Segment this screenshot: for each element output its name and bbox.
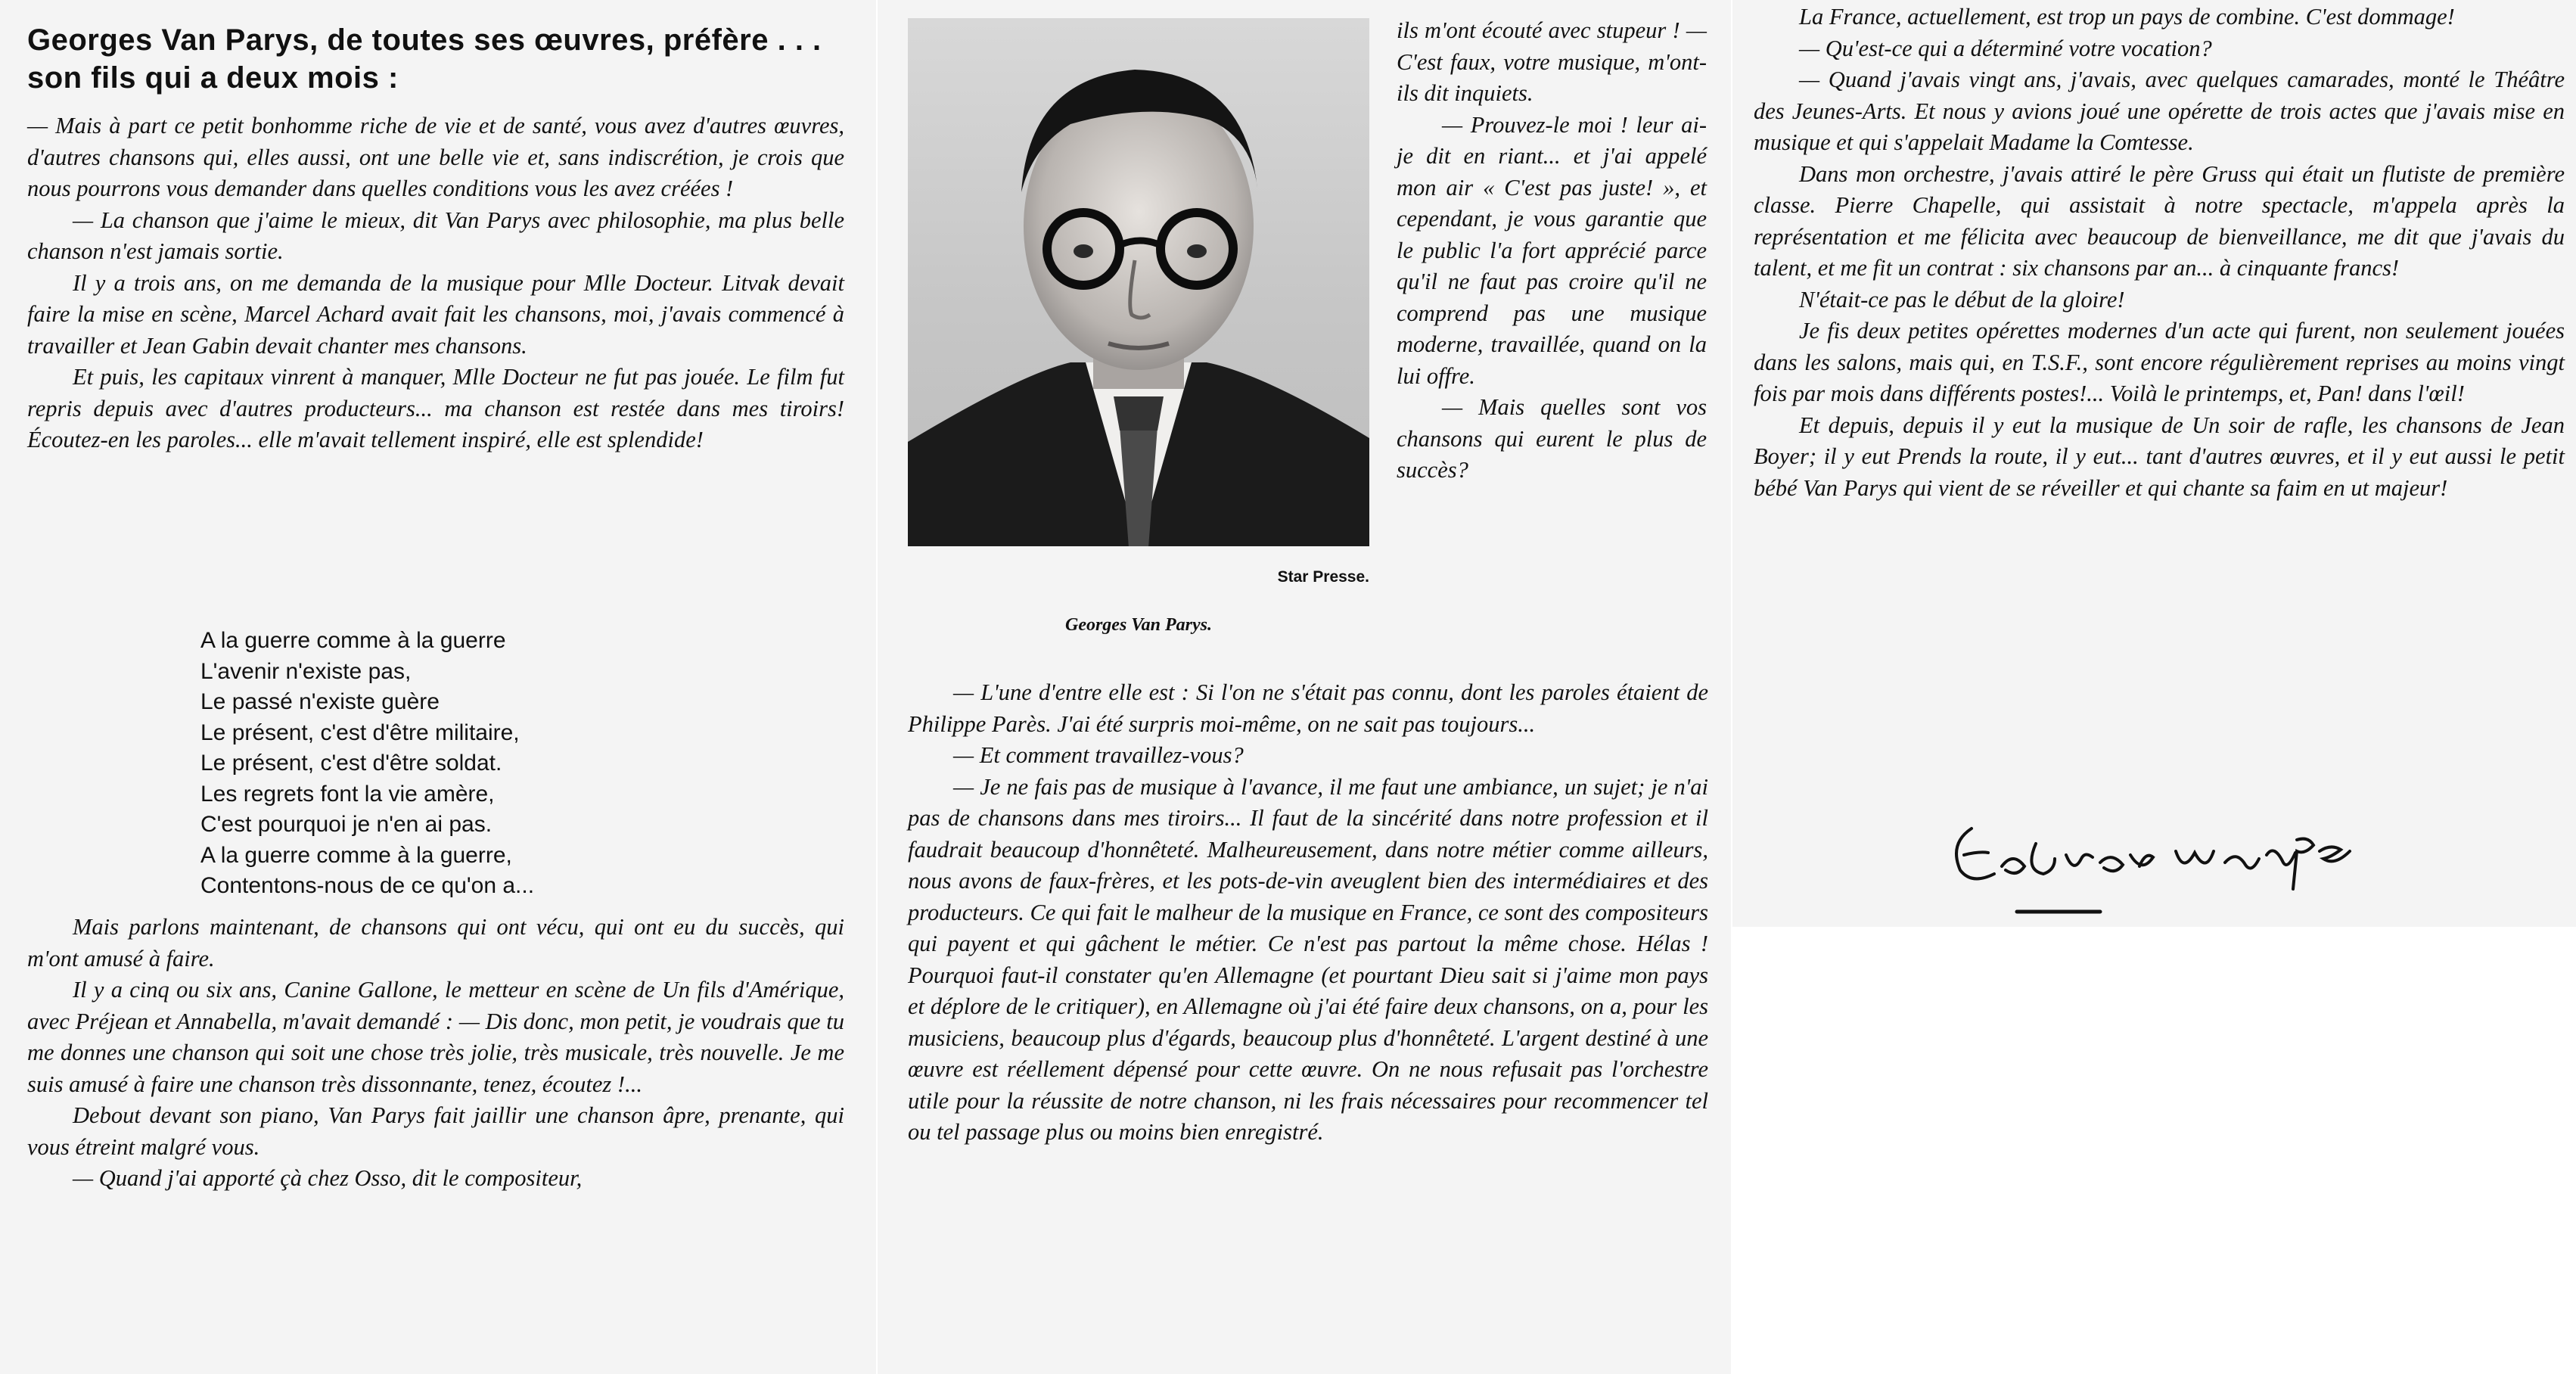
- song-lyrics: [200, 626, 730, 902]
- article-body-part-2: [27, 912, 844, 1195]
- column-left: [0, 0, 876, 1374]
- paragraph: Debout devant son piano, Van Parys fait jaillir une chanson âpre, prenante, qui vous étreint malgré vous.: [27, 1102, 844, 1160]
- portrait-illustration: [908, 18, 1369, 546]
- blank-area: [1732, 927, 2576, 1374]
- article-body-part-4: [908, 677, 1708, 1149]
- lyric-line: Le présent, c'est d'être militaire,: [200, 720, 520, 745]
- handwritten-signature: [1941, 798, 2380, 927]
- lyric-line: A la guerre comme à la guerre,: [200, 842, 512, 868]
- article-body-part-5: [1754, 2, 2565, 504]
- paragraph: — L'une d'entre elle est : Si l'on ne s'était pas connu, dont les paroles étaient de Philippe Parès. J'ai été surpris moi-même, on ne sait pas toujours...: [908, 679, 1708, 737]
- paragraph: La France, actuellement, est trop un pays de combine. C'est dommage!: [1799, 4, 2455, 30]
- paragraph: Et depuis, depuis il y eut la musique de Un soir de rafle, les chansons de Jean Boyer; il y eut Prends la route, il y eut... tant d'autres œuvres, et il y eut aussi le petit bébé Van Parys qui vient de se réveiller et qui chante sa faim en ut majeur!: [1754, 412, 2565, 501]
- paragraph: — Prouvez-le moi ! leur ai-je dit en riant... et j'ai appelé mon air « C'est pas juste! », et cependant, je vous garantie que le public l'a fort apprécié parce qu'il ne faut pas croire qu'il ne comprend pas une musique moderne, travaillée, quand on la lui offre.: [1397, 111, 1707, 389]
- article-headline: Georges Van Parys, de toutes ses œuvres, préfère . . . son fils qui a deux mois :: [27, 23, 822, 95]
- column-middle: [878, 0, 1731, 1374]
- lyric-line: C'est pourquoi je n'en ai pas.: [200, 812, 493, 837]
- article-body-part-3: [1397, 15, 1707, 486]
- paragraph: — Mais à part ce petit bonhomme riche de vie et de santé, vous avez d'autres œuvres, d'autres chansons qui, elles aussi, ont une belle vie et, sans indiscrétion, je crois que nous pourrons vous demander dans quelles conditions vous les avez créées !: [27, 113, 844, 201]
- lyric-line: Contentons-nous de ce qu'on a...: [200, 873, 535, 898]
- paragraph: — Quand j'avais vingt ans, j'avais, avec quelques camarades, monté le Théâtre des Jeunes-Arts. Et nous y avions joué une opérette de trois actes que j'avais mise en musique et qui s'appelait Madame la Comtesse.: [1754, 67, 2565, 155]
- paragraph: — Mais quelles sont vos chansons qui eurent le plus de succès?: [1397, 394, 1707, 483]
- paragraph: — Qu'est-ce qui a déterminé votre vocation?: [1799, 35, 2212, 61]
- column-right: [1732, 0, 2576, 1374]
- paragraph: ils m'ont écouté avec stupeur ! — C'est faux, votre musique, m'ont-ils dit inquiets.: [1397, 17, 1707, 106]
- lyric-line: Les regrets font la vie amère,: [200, 781, 495, 807]
- paragraph: Il y a trois ans, on me demanda de la musique pour Mlle Docteur. Litvak devait faire la mise en scène, Marcel Achard avait fait les chansons, moi, j'avais commencé à travailler et Jean Gabin devait chanter mes chansons.: [27, 269, 844, 359]
- paragraph: Je fis deux petites opérettes modernes d'un acte qui furent, non seulement jouées dans les salons, mais qui, en T.S.F., sont encore régulièrement reprises au moins vingt fois par mois dans différents postes!... Voilà le printemps, et, Pan! dans l'œil!: [1754, 318, 2565, 406]
- paragraph: — La chanson que j'aime le mieux, dit Van Parys avec philosophie, ma plus belle chanson n'est jamais sortie.: [27, 207, 844, 264]
- paragraph: — Et comment travaillez-vous?: [953, 742, 1244, 768]
- portrait-photo: [908, 18, 1369, 546]
- paragraph: Mais parlons maintenant, de chansons qui ont vécu, qui ont eu du succès, qui m'ont amusé à faire.: [27, 914, 844, 971]
- lyric-line: Le présent, c'est d'être soldat.: [200, 751, 502, 776]
- photo-credit: Star Presse.: [1277, 568, 1369, 586]
- lyric-line: Le passé n'existe guère: [200, 689, 440, 714]
- paragraph: N'était-ce pas le début de la gloire!: [1799, 286, 2125, 312]
- lyric-line: L'avenir n'existe pas,: [200, 658, 412, 684]
- article-body-part-1: [27, 110, 844, 456]
- photo-caption: Georges Van Parys.: [1064, 615, 1212, 635]
- paragraph: Dans mon orchestre, j'avais attiré le père Gruss qui était un flutiste de première classe. Pierre Chapelle, qui assistait à notre spectacle, m'appela après la représentation et me félicita avec beaucoup de bienveillance, me dit que j'avais du talent, et me fit un contrat : six chansons par an... à cinquante francs!: [1754, 160, 2565, 281]
- lyric-line: A la guerre comme à la guerre: [200, 628, 506, 653]
- paragraph: Et puis, les capitaux vinrent à manquer, Mlle Docteur ne fut pas jouée. Le film fut repris depuis avec d'autres producteurs... ma chanson est restée dans mes tiroirs! Écoutez-en les paroles... elle m'avait tellement inspiré, elle est splendide!: [27, 364, 844, 452]
- paragraph: — Quand j'ai apporté çà chez Osso, dit le compositeur,: [73, 1165, 583, 1191]
- paragraph: — Je ne fais pas de musique à l'avance, il me faut une ambiance, un sujet; je n'ai pas de chansons dans mes tiroirs... Il faut de la sincérité dans notre profession et il faudrait beaucoup d'honnêteté. Malheureusement, dans notre métier comme ailleurs, nous avons de faux-frères, et les pots-de-vin aveuglent bien des intermédiaires et des producteurs. Ce qui fait le malheur de la musique en France, ce sont des compositeurs qui payent et qui gâchent le métier. Ce n'est pas partout la même chose. Hélas ! Pourquoi faut-il constater qu'en Allemagne (et pourtant Dieu sait si j'aime mon pays et déplore de le critiquer), en Allemagne où j'ai été faire deux chansons, on a, pour les musiciens, beaucoup plus d'égards, beaucoup plus d'honnêteté. L'argent destiné à une œuvre est réellement dépensé pour cette œuvre. On ne nous refusait pas l'orchestre utile pour la réussite de notre chanson, ni les frais nécessaires pour recommencer tel ou tel passage plus ou moins bien enregistré.: [908, 773, 1708, 1145]
- paragraph: Il y a cinq ou six ans, Canine Gallone, le metteur en scène de Un fils d'Amérique, avec Préjean et Annabella, m'avait demandé : — Dis donc, mon petit, je voudrais que tu me donnes une chanson qui soit une chose très jolie, très musicale, très nouvelle. Je me suis amusé à faire une chanson très dissonnante, tenez, écoutez !...: [27, 977, 844, 1097]
